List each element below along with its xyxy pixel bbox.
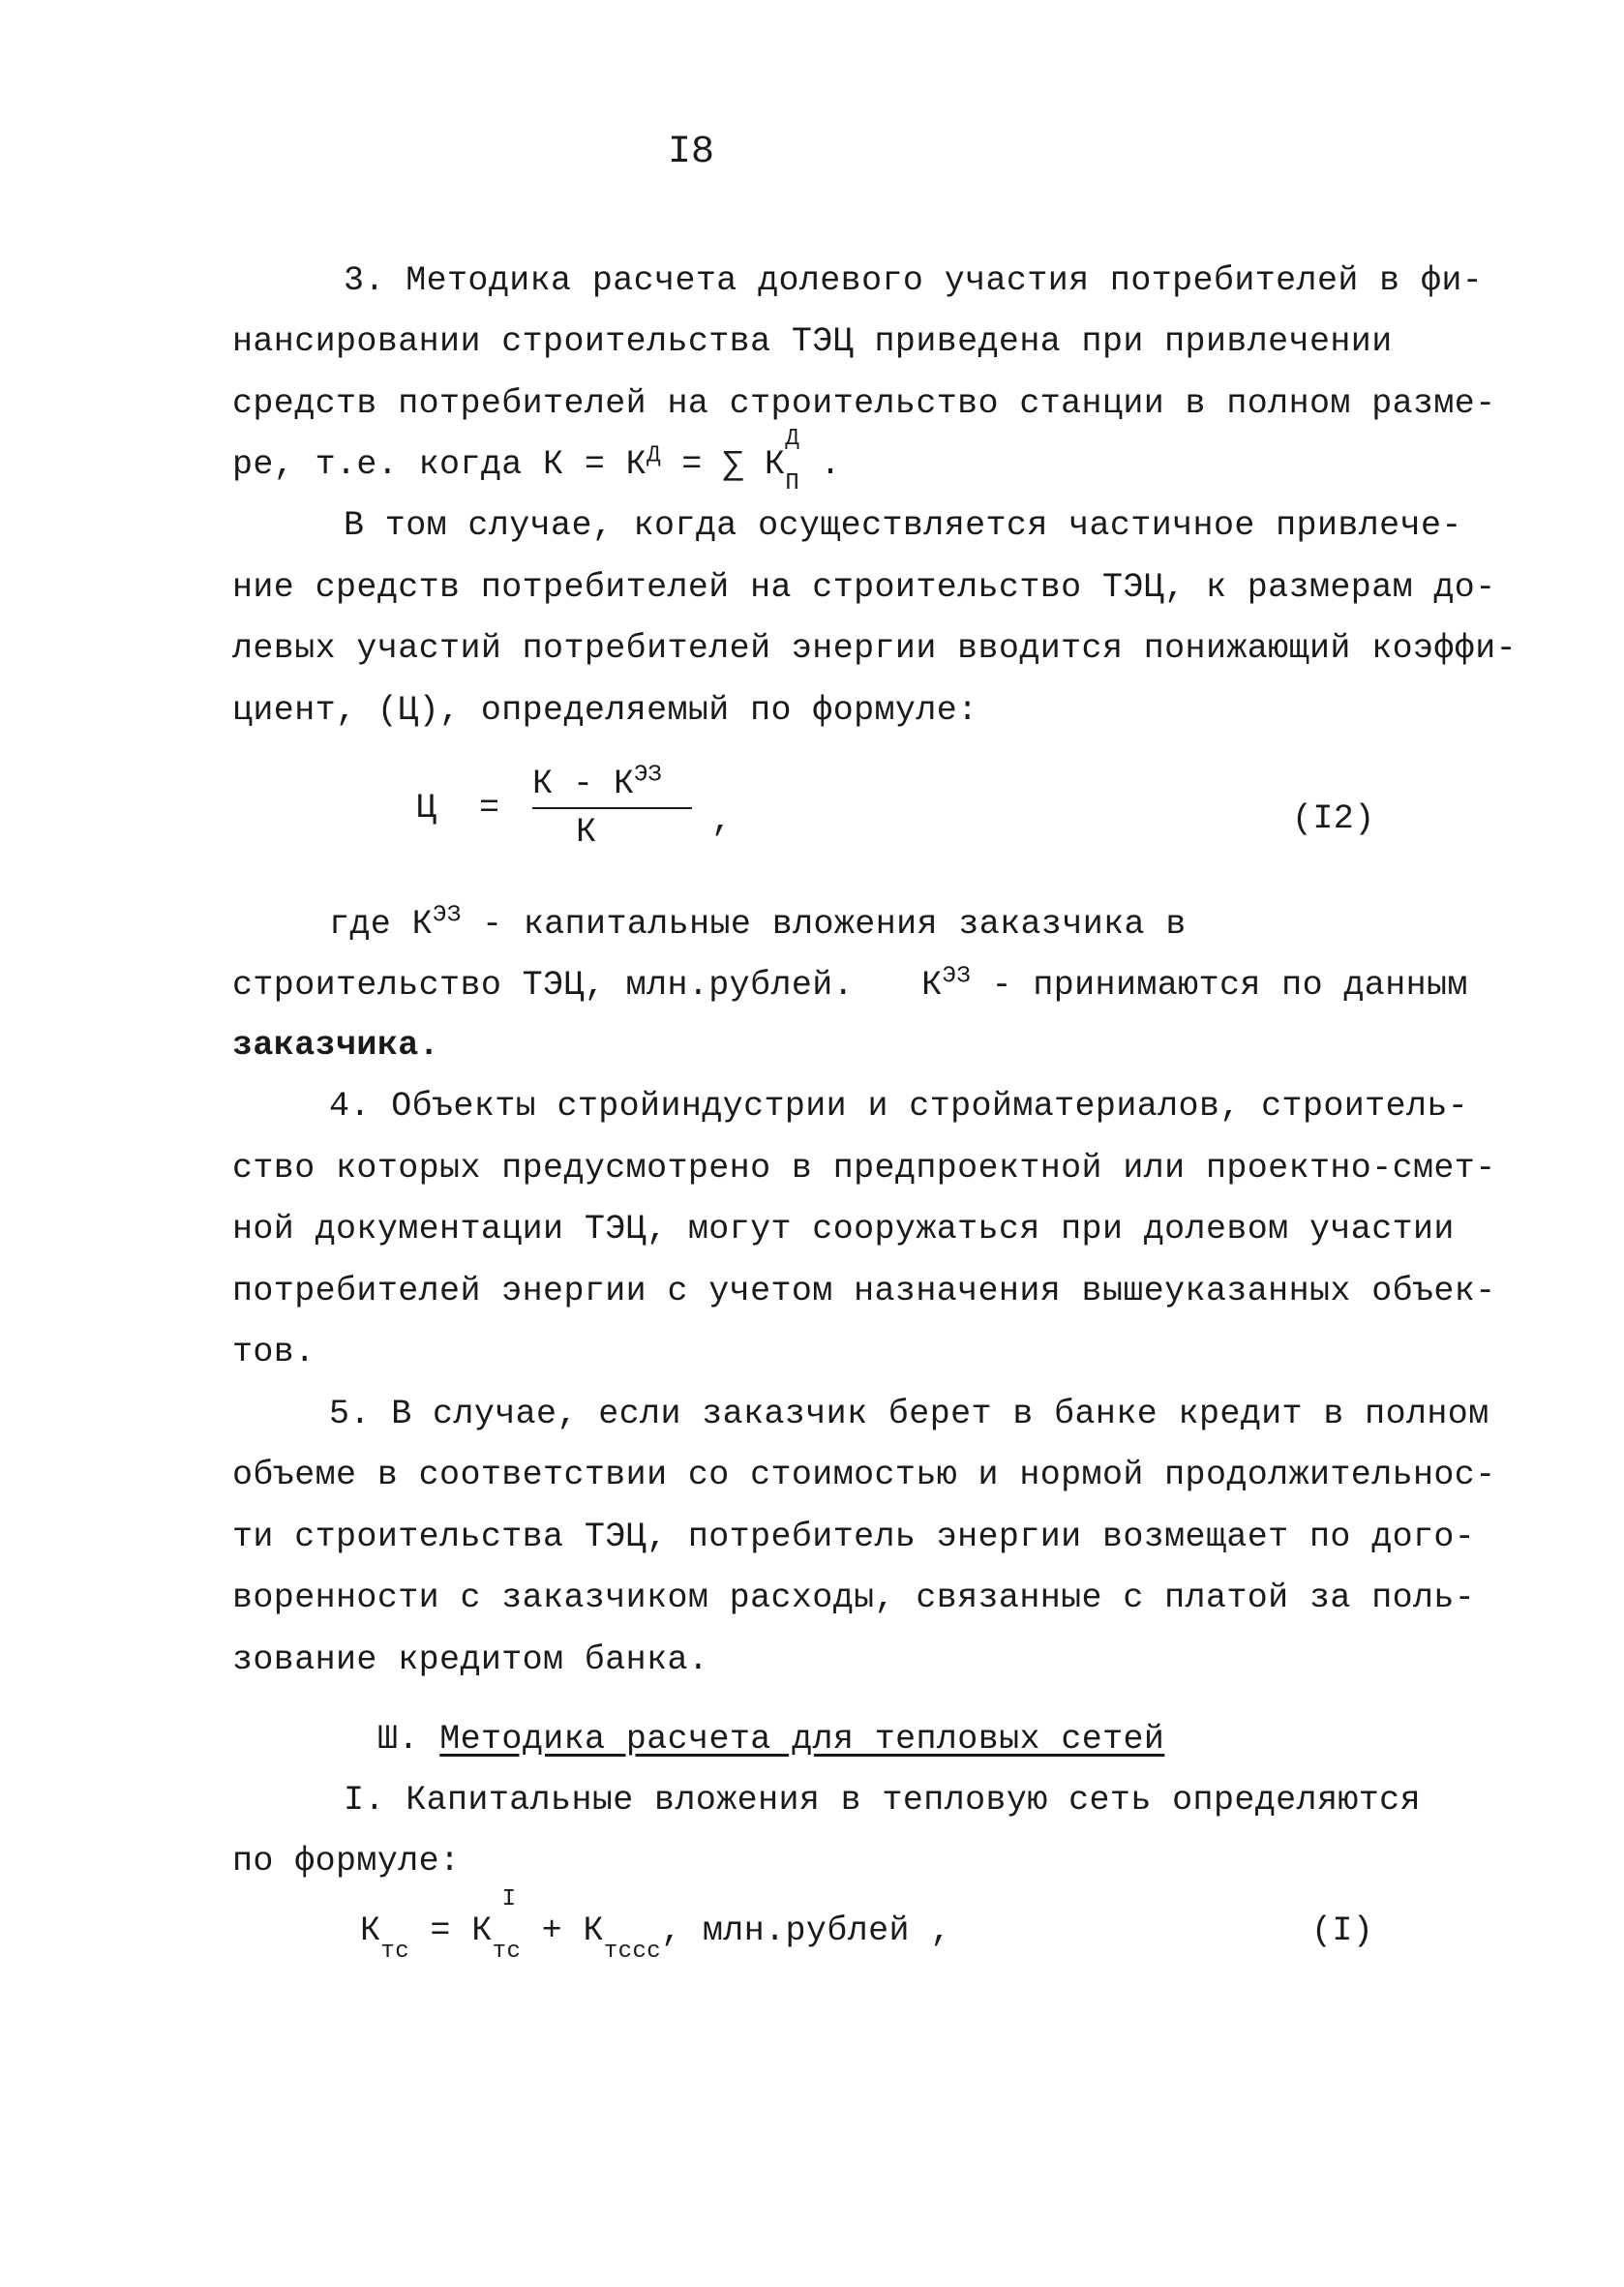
numerator-superscript: ЭЗ	[634, 762, 662, 789]
formula-1: $К_{тс} = К$ I $_{тс} + К_{тссс}$, млн.рублей ,	[360, 1886, 951, 1965]
formula-1-k: К	[360, 1911, 381, 1950]
formula-12-number: (I2)	[1292, 799, 1375, 838]
section-3-number: Ш.	[377, 1720, 440, 1759]
section-3-heading	[377, 1720, 1164, 1759]
formula-prefix: ре, т.е. когда К = К	[232, 445, 647, 484]
formula-1-plus: + К	[521, 1911, 604, 1950]
fraction-bar	[532, 807, 692, 809]
formula-sum: = ∑ К	[660, 445, 786, 484]
section-3-paragraph-1-line-2: по формуле:	[232, 1842, 461, 1881]
section-3-title: Методика расчета для тепловых сетей	[439, 1720, 1165, 1759]
formula-1-sub-tccc: тссс	[603, 1939, 662, 1965]
paragraph-4-line-1: 4. Объекты стройиндустрии и стройматериалов, строитель-	[329, 1087, 1469, 1126]
partial-paragraph-line-2: ние средств потребителей на строительство ТЭЦ, к размерам до-	[232, 568, 1496, 607]
where-line-3: заказчика.	[232, 1026, 440, 1065]
section-3-paragraph-1-line-1: I. Капитальные вложения в тепловую сеть определяются	[344, 1781, 1421, 1820]
formula-12-equals: =	[479, 789, 500, 828]
paragraph-3-line-1: 3. Методика расчета долевого участия потребителей в фи-	[344, 261, 1484, 300]
where-k-2-superscript: ЭЗ	[942, 963, 972, 990]
where-source: - принимаются по данным	[971, 966, 1468, 1005]
where-k: где К	[329, 905, 434, 944]
where-description: - капитальные вложения заказчика в	[461, 905, 1187, 944]
paragraph-3-line-3: средств потребителей на строительство станции в полном разме-	[232, 384, 1496, 423]
paragraph-4-line-5: тов.	[232, 1333, 316, 1371]
where-line-2	[232, 963, 1468, 1005]
paragraph-5-line-2: объеме в соответствии со стоимостью и нормой продолжительнос-	[232, 1456, 1496, 1494]
paragraph-5-line-5: зование кредитом банка.	[232, 1640, 709, 1679]
subscript-p: П	[785, 470, 800, 497]
formula-end: .	[799, 445, 841, 484]
where-k-2: К	[921, 966, 943, 1005]
formula-12-lhs: Ц	[416, 789, 437, 828]
paragraph-4-line-3: ной документации ТЭЦ, могут сооружаться при долевом участии	[232, 1210, 1455, 1249]
formula-1-number: (I)	[1311, 1911, 1374, 1950]
superscript-d: Д	[647, 442, 661, 469]
formula-12-denominator: К	[576, 813, 597, 852]
partial-paragraph-line-3: левых участий потребителей энергии вводится понижающий коэффи-	[232, 629, 1518, 668]
paragraph-3-line-2: нансировании строительства ТЭЦ приведена при привлечении	[232, 322, 1393, 361]
formula-12-numerator	[532, 762, 662, 803]
formula-1-units: , млн.рублей ,	[661, 1911, 951, 1950]
where-k-superscript: ЭЗ	[433, 902, 462, 929]
numerator-text: К - К	[532, 765, 635, 803]
paragraph-4-line-2: ство которых предусмотрено в предпроектной или проектно-смет-	[232, 1149, 1496, 1188]
formula-1-sub-tc: тс	[380, 1939, 410, 1965]
page-number: I8	[668, 131, 715, 174]
partial-paragraph-line-1: В том случае, когда осуществляется частичное привлече-	[344, 506, 1462, 545]
partial-paragraph-line-4: циент, (Ц), определяемый по формуле:	[232, 691, 978, 730]
paragraph-3-formula-line: ре, т.е. когда $К = К^Д$ = ∑ К Д $_П$ .	[232, 426, 841, 497]
where-units: строительство ТЭЦ, млн.рублей.	[232, 966, 855, 1005]
where-line-1	[329, 902, 1187, 944]
paragraph-5-line-1: 5. В случае, если заказчик берет в банке кредит в полном	[329, 1395, 1489, 1433]
paragraph-4-line-4: потребителей энергии с учетом назначения вышеуказанных объек-	[232, 1272, 1496, 1310]
formula-12-comma: ,	[711, 801, 733, 840]
paragraph-5-line-3: ти строительства ТЭЦ, потребитель энергии возмещает по дого-	[232, 1518, 1476, 1556]
paragraph-5-line-4: воренности с заказчиком расходы, связанные с платой за поль-	[232, 1579, 1476, 1617]
formula-1-sub-tc-2: тс	[492, 1939, 522, 1965]
formula-1-equals: = К	[409, 1911, 493, 1950]
